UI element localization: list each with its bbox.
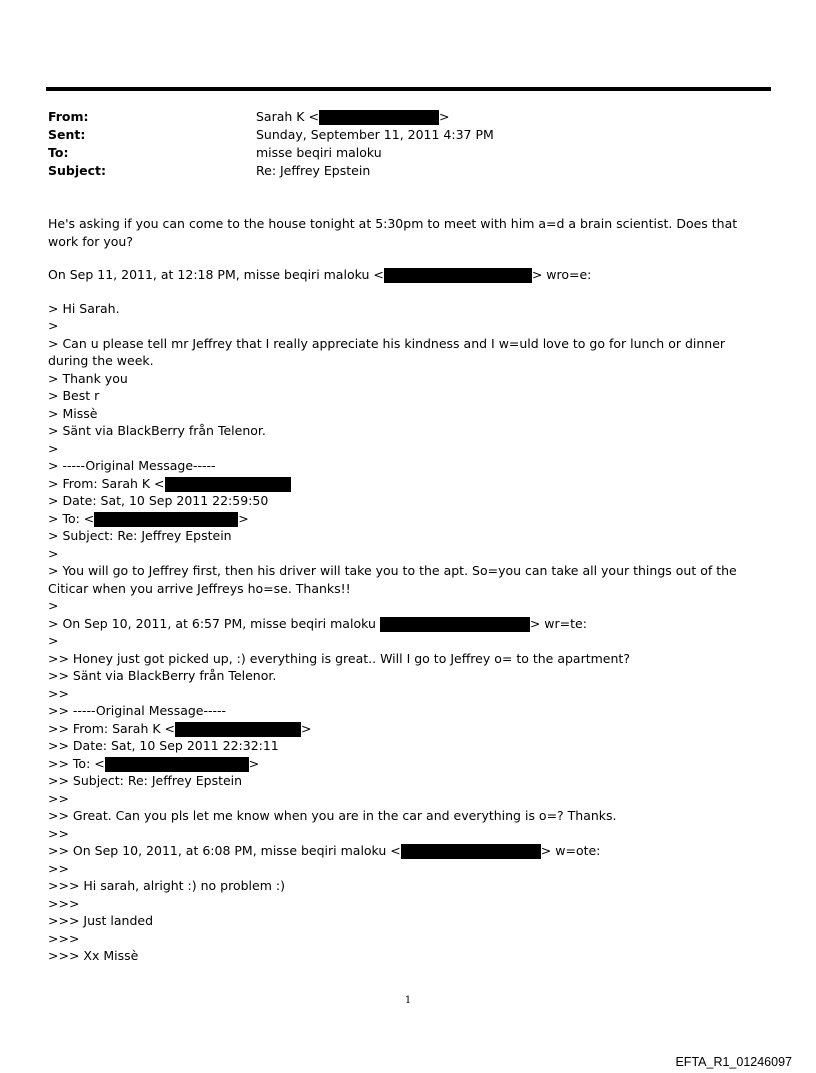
quote-line: >> bbox=[48, 825, 69, 841]
quote-line: >> Sänt via BlackBerry från Telenor. bbox=[48, 668, 277, 683]
sent-label: Sent: bbox=[48, 127, 86, 142]
quote-on-suffix: > wr=te: bbox=[529, 615, 587, 631]
redaction-box bbox=[94, 512, 238, 527]
quote-line: > Best r bbox=[48, 388, 100, 403]
redaction-box bbox=[401, 844, 541, 859]
quote-to-line bbox=[48, 755, 763, 773]
sent-row bbox=[48, 126, 768, 144]
quote-subject-line: > Subject: Re: Jeffrey Epstein bbox=[48, 528, 232, 543]
quote-line: > You will go to Jeffrey first, then his driver will take you to the apt. So=you can take all your things out of the Citicar when you arrive Jeffreys ho=se. Thanks!! bbox=[48, 563, 737, 596]
quote-from-text: > From: Sarah K < bbox=[48, 475, 165, 491]
quote-line: > Sänt via BlackBerry från Telenor. bbox=[48, 423, 266, 438]
quote-to-text: > To: < bbox=[48, 510, 95, 526]
quote-from-text: >> From: Sarah K < bbox=[48, 720, 176, 736]
quote-date-line: > Date: Sat, 10 Sep 2011 22:59:50 bbox=[48, 493, 269, 508]
quote-line: > Can u please tell mr Jeffrey that I really appreciate his kindness and I w=uld love to go for lunch or dinner during the week. bbox=[48, 335, 726, 368]
quote-from-close: > bbox=[301, 720, 312, 736]
quote-on-line bbox=[48, 615, 763, 633]
from-value bbox=[256, 108, 768, 126]
quote-line: >> Great. Can you pls let me know when you are in the car and everything is o=? Thanks. bbox=[48, 808, 617, 823]
quote-line: > bbox=[48, 318, 59, 333]
quote-on-text: > On Sep 10, 2011, at 6:57 PM, misse beqiri maloku bbox=[48, 615, 376, 631]
redaction-box bbox=[319, 110, 439, 125]
quote-to-close: > bbox=[238, 510, 249, 526]
quote-line: >> bbox=[48, 860, 69, 876]
quote-line: > -----Original Message----- bbox=[48, 458, 216, 473]
quote-line: >> bbox=[48, 685, 69, 701]
quote-line: >> bbox=[48, 790, 69, 806]
from-row bbox=[48, 108, 768, 126]
redaction-box bbox=[105, 757, 249, 772]
document-id: EFTA_R1_01246097 bbox=[675, 1055, 792, 1069]
sent-value: Sunday, September 11, 2011 4:37 PM bbox=[256, 127, 494, 142]
redaction-box bbox=[384, 268, 532, 283]
quote-subject-line: >> Subject: Re: Jeffrey Epstein bbox=[48, 773, 243, 788]
quote-to-close: > bbox=[248, 755, 260, 771]
redaction-box bbox=[165, 477, 291, 492]
to-label: To: bbox=[48, 145, 69, 160]
redaction-box bbox=[380, 617, 530, 632]
quote-line: >>> Xx Missè bbox=[48, 948, 139, 963]
quote-on-text: >> On Sep 10, 2011, at 6:08 PM, misse beqiri maloku < bbox=[48, 843, 401, 858]
reply-header-text: On Sep 11, 2011, at 12:18 PM, misse beqiri maloku < bbox=[48, 267, 384, 282]
quote-line: > Thank you bbox=[48, 370, 128, 386]
quote-from-line bbox=[48, 720, 763, 738]
quote-on-line bbox=[48, 842, 763, 860]
reply-header-suffix: > wro=e: bbox=[531, 267, 592, 282]
from-close: > bbox=[438, 109, 450, 124]
subject-row bbox=[48, 162, 768, 180]
quote-on-suffix: > w=ote: bbox=[540, 843, 601, 858]
quote-line: > Missè bbox=[48, 405, 98, 421]
quote-line: > bbox=[48, 545, 59, 561]
quote-to-line bbox=[48, 510, 763, 528]
quote-line: >> Honey just got picked up, :) everything is great.. Will I go to Jeffrey o= to the apartment? bbox=[48, 650, 630, 666]
quote-line: >>> bbox=[48, 895, 80, 911]
quote-line: >>> Just landed bbox=[48, 913, 154, 928]
quote-line: > Hi Sarah. bbox=[48, 300, 120, 316]
quote-line: > bbox=[48, 633, 59, 648]
from-label: From: bbox=[48, 109, 89, 124]
quote-line: > bbox=[48, 598, 59, 613]
quote-line: >>> bbox=[48, 930, 80, 946]
quote-from-line bbox=[48, 475, 763, 493]
reply-header-line bbox=[48, 266, 763, 284]
to-value: misse beqiri maloku bbox=[256, 145, 382, 160]
quote-to-text: >> To: < bbox=[48, 755, 105, 771]
from-name: Sarah K < bbox=[256, 109, 319, 124]
email-body bbox=[48, 215, 763, 965]
quote-line: >> -----Original Message----- bbox=[48, 703, 227, 718]
subject-label: Subject: bbox=[48, 163, 106, 178]
quote-line: > bbox=[48, 440, 59, 456]
intro-paragraph: He's asking if you can come to the house tonight at 5:30pm to meet with him a=d a brain scientist. Does that work for you? bbox=[48, 216, 738, 249]
page-number: 1 bbox=[404, 995, 412, 1006]
email-headers bbox=[48, 108, 768, 180]
quote-date-line: >> Date: Sat, 10 Sep 2011 22:32:11 bbox=[48, 738, 279, 753]
quote-line: >>> Hi sarah, alright :) no problem :) bbox=[48, 878, 285, 893]
to-row bbox=[48, 144, 768, 162]
header-rule bbox=[46, 87, 771, 91]
subject-value: Re: Jeffrey Epstein bbox=[256, 163, 371, 178]
redaction-box bbox=[175, 722, 301, 737]
